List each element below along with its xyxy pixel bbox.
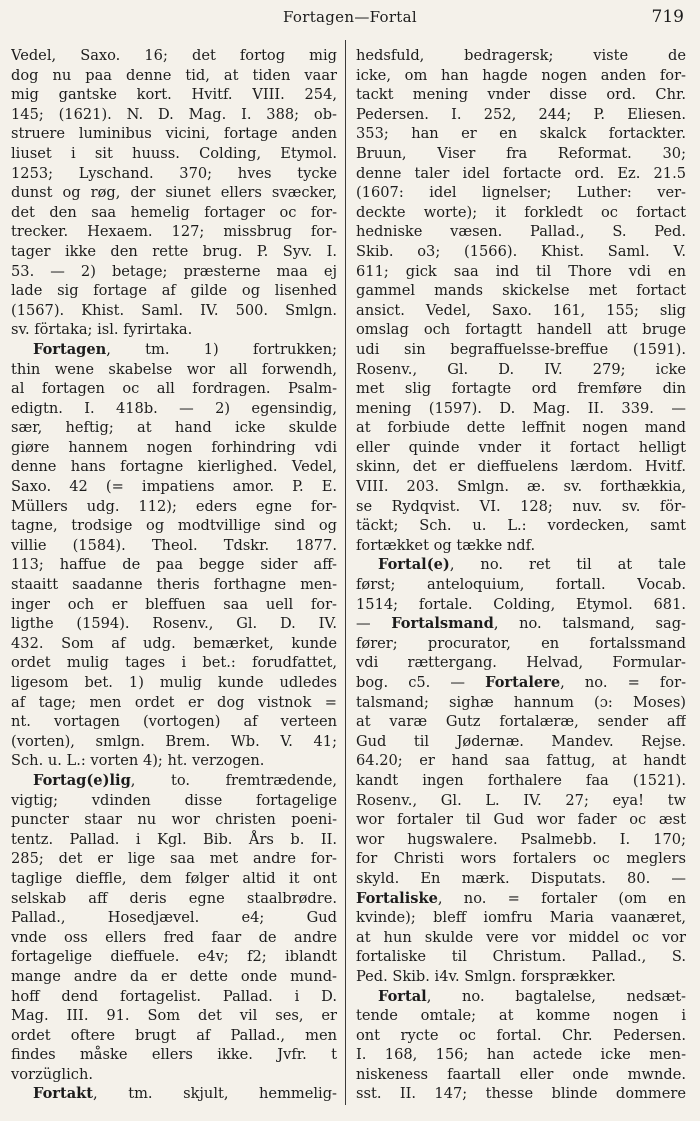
entry-line: Fortagen, tm. 1) fortrukken; (33, 340, 337, 358)
text-line: sst. II. 147; thesse blinde dommere (356, 1085, 686, 1103)
text-line: staaitt saadanne theris forthagne men- (11, 576, 337, 594)
text-line: 1514; fortale. Colding, Etymol. 681. (356, 595, 686, 613)
text-line: ont rycte oc fortal. Chr. Pedersen. (356, 1026, 686, 1044)
text-line: 285; det er lige saa met andre for- (11, 850, 337, 868)
text-line: Rosenv., Gl. L. IV. 27; eya! tw (356, 791, 686, 809)
text-line: 53. — 2) betage; præsterne maa ej (11, 262, 337, 280)
page-number: 719 (651, 7, 684, 27)
entry-line: Fortal, no. bagtalelse, nedsæt- (378, 987, 686, 1005)
text-line: 145; (1621). N. D. Mag. I. 388; ob- (11, 105, 337, 123)
text-line: ligesom bet. 1) mulig kunde udledes (11, 674, 337, 691)
text-line: denne taler idel fortacte ord. Ez. 21.5 (356, 164, 686, 182)
text-line: I. 168, 156; han actede icke men- (356, 1046, 686, 1064)
entry-line: Fortag(e)lig, to. fremtrædende, (33, 771, 337, 789)
text-line: vigtig; vdinden disse fortagelige (11, 791, 337, 809)
text-line: täckt; Sch. u. L.: vordecken, samt (356, 517, 686, 535)
text-line: selskab aff deris egne staalbrødre. (11, 889, 337, 907)
text-line: 64.20; er hand saa fattug, at handt (356, 752, 686, 770)
page-header (0, 4, 700, 30)
text-line: deckte worte); it forkledt oc fortact (356, 203, 686, 221)
text-line: at hun skulde vere vor middel oc vor (356, 928, 686, 946)
text-line: lade sig fortage af gilde og lisenhed (11, 282, 337, 300)
text-line: Sch. u. L.: vorten 4); ht. verzogen. (11, 752, 265, 770)
running-title: Fortagen—Fortal (283, 8, 417, 26)
text-line: (1567). Khist. Saml. IV. 500. Smlgn. (11, 301, 337, 319)
text-line: giøre hannem nogen forhindring vdi (11, 438, 337, 456)
text-line: 432. Som af udg. bemærket, kunde (11, 634, 337, 652)
text-line: for Christi wors fortalers oc meglers (356, 850, 686, 868)
text-line: fortagelige dieffuele. e4v; f2; iblandt (11, 948, 337, 966)
text-line: først; anteloquium, fortall. Vocab. (356, 576, 686, 594)
text-line: ansict. Vedel, Saxo. 161, 155; slig (356, 301, 686, 319)
text-line: fortaliske til Christum. Pallad., S. (356, 948, 686, 966)
text-line: Mag. III. 91. Som det vil ses, er (11, 1007, 337, 1025)
text-line: af tage; men ordet er dog vistnok = (11, 693, 337, 711)
text-line: Skib. o3; (1566). Khist. Saml. V. (356, 242, 686, 260)
text-line: vorzüglich. (11, 1065, 93, 1083)
text-line: skinn, det er dieffuelens lærdom. Hvitf. (356, 458, 686, 476)
text-line: inger och er bleffuen saa uell for- (11, 595, 337, 613)
text-line: tackt mening vnder disse ord. Chr. (356, 86, 686, 104)
text-line: struere luminibus vicini, fortage anden (11, 125, 337, 143)
text-line: Gud til Jødernæ. Mandev. Rejse. (356, 732, 686, 750)
text-line: at varæ Gutz fortalæræ, sender aff (356, 713, 686, 731)
text-line: findes måske ellers ikke. Jvfr. t (11, 1046, 337, 1064)
text-line: ligthe (1594). Rosenv., Gl. D. IV. (11, 615, 337, 633)
text-line: thin wene skabelse wor all forwendh, (11, 360, 337, 378)
text-line: VIII. 203. Smlgn. æ. sv. forthækkia, (356, 478, 686, 496)
text-line: sær, heftig; at hand icke skulde (11, 419, 337, 437)
text-line: vnde oss ellers fred faar de andre (11, 928, 337, 946)
right-column (356, 46, 686, 1104)
text-line: Müllers udg. 112); eders egne for- (11, 497, 337, 515)
text-line: met slig fortagte ord fremføre din (356, 380, 686, 398)
text-line: hedniske væsen. Pallad., S. Ped. (356, 223, 686, 241)
text-line: liuset i sit huuss. Colding, Etymol. (11, 144, 337, 162)
text-line: taglige dieffle, dem følger altid it ont (11, 869, 337, 887)
text-line: kandt ingen forthalere faa (1521). (356, 771, 686, 789)
text-line: bog. c5. — Fortalere, no. = for- (356, 674, 686, 691)
text-line: Pedersen. I. 252, 244; P. Eliesen. (356, 105, 686, 123)
text-line: Ped. Skib. i4v. Smlgn. forsprækker. (356, 967, 616, 985)
text-line: tager ikke den rette brug. P. Syv. I. (11, 242, 337, 260)
text-line: trecker. Hexaem. 127; missbrug for- (11, 223, 337, 241)
text-line: se Rydqvist. VI. 128; nuv. sv. för- (356, 497, 686, 515)
text-line: sv. förtaka; isl. fyrirtaka. (11, 321, 193, 339)
text-line: vdi rættergang. Helvad, Formular- (356, 654, 686, 672)
text-line: denne hans fortagne kierlighed. Vedel, (11, 458, 337, 476)
text-line: gammel mands skickelse met fortact (356, 282, 686, 300)
text-line: ordet mulig tages i bet.: forudfattet, (11, 654, 337, 672)
text-line: ordet oftere brugt af Pallad., men (11, 1026, 337, 1044)
text-line: Rosenv., Gl. D. IV. 279; icke (356, 360, 686, 378)
text-line: wor hugswalere. Psalmebb. I. 170; (356, 830, 686, 848)
text-line: 353; han er en skalck fortackter. (356, 125, 686, 143)
text-line: hedsfuld, bedragersk; viste de (356, 47, 686, 64)
text-line: 611; gick saa ind til Thore vdi en (356, 262, 686, 280)
text-line: dog nu paa denne tid, at tiden vaar (11, 66, 337, 84)
text-line: tagne, trodsige og modtvillige sind og (11, 517, 337, 535)
text-line: nt. vortagen (vortogen) af verteen (11, 713, 337, 731)
text-line: mening (1597). D. Mag. II. 339. — (356, 399, 686, 417)
text-line: fører; procurator, en fortalssmand (356, 634, 686, 652)
text-line: (1607: idel lignelser; Luther: ver- (356, 184, 686, 202)
text-line: Vedel, Saxo. 16; det fortog mig (11, 47, 337, 64)
text-line: at forbiude dette leffnit nogen mand (356, 419, 686, 437)
text-line: Fortaliske, no. = fortaler (om en (356, 889, 686, 907)
text-line: edigtn. I. 418b. — 2) egensindig, (11, 399, 337, 417)
text-line: (vorten), smlgn. Brem. Wb. V. 41; (11, 732, 337, 750)
text-line: udi sin begraffuelsse-breffue (1591). (356, 340, 686, 358)
text-line: wor fortaler til Gud wor fader oc æst (356, 811, 686, 829)
text-line: kvinde); bleff iomfru Maria vaanæret, (356, 909, 686, 927)
text-line: skyld. En mærk. Disputats. 80. — (356, 869, 686, 887)
text-line: tentz. Pallad. i Kgl. Bib. Års b. II. (11, 830, 337, 848)
entry-line: Fortal(e), no. ret til at tale (378, 556, 686, 574)
text-line: Pallad., Hosedjævel. e4; Gud (11, 909, 337, 927)
text-line: villie (1584). Theol. Tdskr. 1877. (11, 536, 337, 554)
text-line: 113; haffue de paa begge sider aff- (11, 556, 337, 574)
text-line: fortækket og tække ndf. (356, 536, 536, 554)
entry-line: Fortakt, tm. skjult, hemmelig- (33, 1085, 337, 1103)
text-line: hoff dend fortagelist. Pallad. i D. (11, 987, 337, 1005)
text-line: Bruun, Viser fra Reformat. 30; (356, 144, 686, 162)
text-line: mig gantske kort. Hvitf. VIII. 254, (11, 86, 337, 104)
text-line: dunst og røg, der siunet ellers svæcker, (11, 184, 337, 202)
text-line: niskeness faartall eller onde mwnde. (356, 1065, 686, 1083)
text-line: — Fortalsmand, no. talsmand, sag- (356, 615, 686, 633)
text-line: talsmand; sighæ hannum (ɔ: Moses) (356, 693, 686, 711)
text-line: Saxo. 42 (= impatiens amor. P. E. (11, 478, 337, 496)
left-column (11, 46, 337, 1104)
text-line: 1253; Lyschand. 370; hves tycke (11, 164, 337, 182)
text-line: omslag och fortagtt handell att bruge (356, 321, 686, 339)
text-line: det den saa hemelig fortager oc for- (11, 203, 337, 221)
text-line: mange andre da er dette onde mund- (11, 967, 337, 985)
text-line: puncter staar nu wor christen poeni- (11, 811, 337, 829)
text-line: al fortagen oc all fordragen. Psalm- (11, 380, 337, 398)
column-divider (345, 40, 346, 1105)
text-line: icke, om han hagde nogen anden for- (356, 66, 686, 84)
text-line: eller quinde vnder it fortact helligt (356, 438, 686, 456)
text-line: tende omtale; at komme nogen i (356, 1007, 686, 1025)
